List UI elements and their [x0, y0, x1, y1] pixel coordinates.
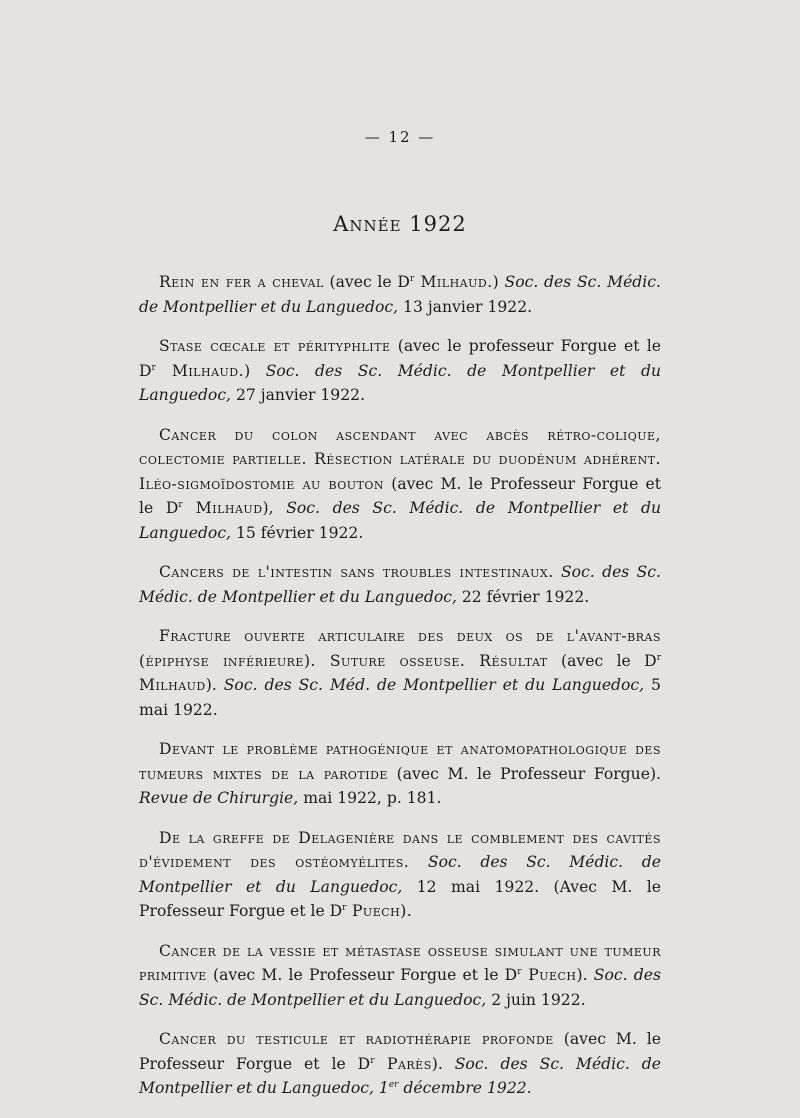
entry-date: 2 juin 1922.	[486, 990, 586, 1009]
publication-entry	[139, 737, 661, 811]
entry-title: Cancer du testicule et radiothérapie profonde	[159, 1030, 554, 1048]
entry-journal: Revue de Chirurgie,	[139, 789, 299, 807]
entry-punctuation	[554, 563, 561, 581]
entry-coauthors: (avec le professeur Forgue et le D	[139, 337, 662, 380]
entry-journal: Soc. des Sc. Médic. de Montpellier et du Languedoc,	[139, 361, 661, 404]
entry-date-suffix: Puech).	[346, 902, 413, 920]
entry-coauthor-name: Puech	[521, 966, 577, 984]
entry-title: Stase cœcale et pérityphlite	[159, 337, 391, 355]
entry-superscript: r	[342, 903, 347, 913]
entry-date-suffix: décembre 1922.	[398, 1079, 532, 1097]
year-heading	[0, 212, 800, 236]
entry-superscript: r	[656, 652, 661, 663]
entry-journal: Soc. des Sc. Médic. de Montpellier et du Languedoc,	[139, 966, 661, 1009]
entry-superscript: r	[517, 967, 522, 977]
entry-coauthor-name: Milhaud	[139, 676, 206, 694]
entry-coauthors: (avec M. le Professeur Forgue et le D	[139, 474, 661, 517]
entry-punctuation: )	[244, 361, 266, 380]
page-number: — 12 —	[364, 128, 436, 146]
publication-entry	[139, 624, 661, 722]
publication-entry	[139, 270, 661, 319]
entry-coauthor-name: Milhaud.	[155, 361, 245, 380]
entry-date: 27 janvier 1922.	[231, 386, 366, 404]
entry-superscript: r	[370, 1055, 375, 1066]
heading-word: Année	[333, 212, 402, 236]
entry-coauthors: (avec M. le Professeur Forgue	[387, 764, 650, 783]
entry-title: Fracture ouverte articulaire des deux os de l'avant-bras (épiphyse inférieure). Suture osseuse. Résultat	[139, 627, 661, 670]
entry-title: De la greffe de Delagenière dans le comblement des cavités d'évidement des ostéomyélites.	[139, 828, 661, 871]
publication-entry	[139, 560, 661, 609]
entry-coauthors: (avec M. le Professeur Forgue et le D	[139, 1030, 661, 1073]
entry-title: Cancer du colon ascendant avec abcès rétro-colique, colectomie partielle. Résection latérale du duodénum adhérent. Iléo-sigmoïdostomie au bouton	[139, 425, 661, 493]
entry-date: 12 mai 1922. (Avec M. le Professeur Forgue et le D	[139, 877, 662, 920]
publication-list	[139, 270, 661, 1116]
entry-journal: Soc. des Sc. Médic. de Montpellier et du Languedoc,	[139, 563, 661, 606]
entry-title: Devant le problème pathogénique et anatomopathologique des tumeurs mixtes de la parotide	[139, 740, 661, 783]
entry-punctuation: )	[492, 273, 505, 291]
entry-punctuation: ).	[576, 966, 594, 984]
entry-title: Rein en fer a cheval	[159, 273, 324, 291]
entry-title: Cancers de l'intestin sans troubles intestinaux.	[159, 563, 554, 581]
entry-journal: Soc. des Sc. Médic. de Montpellier et du Languedoc,	[139, 853, 661, 896]
entry-coauthors: (avec M. le Professeur Forgue et le D	[206, 966, 518, 984]
entry-punctuation	[409, 853, 428, 871]
entry-superscript: r	[151, 362, 156, 373]
publication-entry	[139, 939, 661, 1013]
entry-coauthor-name: Milhaud	[182, 499, 263, 517]
publication-entry	[139, 1027, 661, 1101]
entry-coauthor-name: Parès	[374, 1054, 432, 1073]
heading-year: 1922	[409, 212, 467, 236]
publication-entry	[139, 826, 661, 924]
entry-punctuation: ).	[205, 676, 224, 694]
entry-superscript: r	[178, 500, 183, 510]
entry-date: 1	[373, 1079, 389, 1097]
entry-punctuation: ).	[649, 764, 661, 783]
entry-journal: Soc. des Sc. Méd. de Montpellier et du Languedoc,	[223, 676, 645, 694]
entry-superscript: er	[388, 1080, 399, 1090]
entry-superscript: r	[409, 274, 415, 284]
entry-title: Cancer de la vessie et métastase osseuse simulant une tumeur primitive	[139, 941, 661, 984]
entry-date: mai 1922, p. 181.	[298, 789, 442, 807]
entry-punctuation: ),	[262, 499, 287, 517]
entry-date: 5 mai 1922.	[139, 676, 661, 719]
entry-journal: Soc. des Sc. Médic. de Montpellier et du Languedoc,	[139, 1054, 661, 1097]
entry-punctuation: ).	[431, 1054, 455, 1073]
entry-journal: Soc. des Sc. Médic. de Montpellier et du Languedoc,	[139, 273, 661, 316]
entry-date: 13 janvier 1922.	[398, 297, 533, 316]
publication-entry	[139, 423, 661, 546]
entry-date: 15 février 1922.	[231, 523, 364, 542]
entry-coauthors: (avec le D	[323, 273, 410, 291]
entry-date: 22 février 1922.	[456, 587, 590, 606]
entry-coauthors: (avec le D	[547, 651, 657, 670]
publication-entry	[139, 334, 661, 408]
entry-journal: Soc. des Sc. Médic. de Montpellier et du Languedoc,	[139, 499, 662, 542]
entry-coauthor-name: Milhaud.	[414, 273, 493, 291]
